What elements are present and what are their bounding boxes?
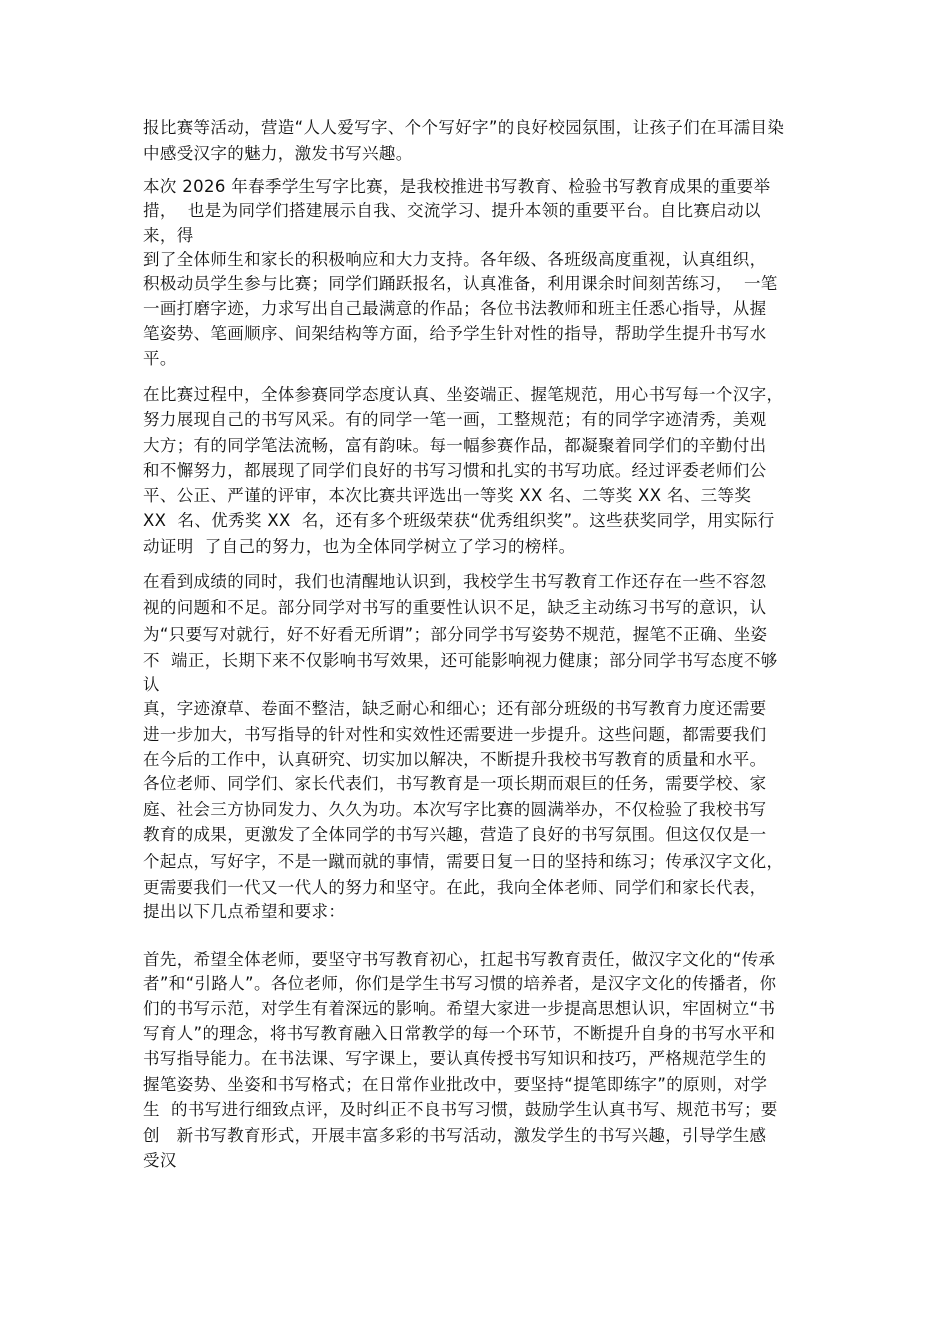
text-line: 在今后的工作中，认真研究、切实加以解决，不断提升我校书写教育的质量和水平。 (143, 750, 767, 769)
text-line: 受汉 (143, 1151, 177, 1170)
text-line: 和不懈努力，都展现了同学们良好的书写习惯和扎实的书写功底。经过评委老师们公 (143, 461, 767, 480)
text-line: 教育的成果，更激发了全体同学的书写兴趣，营造了良好的书写氛围。但这仅仅是一 (143, 825, 767, 844)
text-line: 本次 2026 年春季学生写字比赛，是我校推进书写教育、检验书写教育成果的重要举 (143, 177, 771, 196)
text-line: 大方；有的同学笔法流畅，富有韵味。每一幅参赛作品，都凝聚着同学们的辛勤付出 (143, 436, 767, 455)
text-line: 来，得 (143, 226, 194, 245)
text-line: 平、公正、严谨的评审，本次比赛共评选出一等奖 XX 名、二等奖 XX 名、三等奖 (143, 486, 752, 505)
text-line: 一画打磨字迹，力求写出自己最满意的作品；各位书法教师和班主任悉心指导，从握 (143, 299, 767, 318)
text-line: XX 名、优秀奖 XX 名，还有多个班级荣获“优秀组织奖”。这些获奖同学，用实际行 (143, 511, 775, 530)
text-line: 措， 也是为同学们搭建展示自我、交流学习、提升本领的重要平台。自比赛启动以 (143, 201, 761, 220)
text-line: 笔姿势、笔画顺序、间架结构等方面，给予学生针对性的指导，帮助学生提升书写水 (143, 324, 767, 343)
text-line: 生 的书写进行细致点评，及时纠正不良书写习惯，鼓励学生认真书写、规范书写；要 (143, 1100, 778, 1119)
text-line: 各位老师、同学们、家长代表们，书写教育是一项长期而艰巨的任务，需要学校、家 (143, 774, 767, 793)
text-line: 创 新书写教育形式，开展丰富多彩的书写活动，激发学生的书写兴趣，引导学生感 (143, 1126, 767, 1145)
text-line: 到了全体师生和家长的积极响应和大力支持。各年级、各班级高度重视，认真组织， (143, 250, 767, 269)
text-line: 不 端正，长期下来不仅影响书写效果，还可能影响视力健康；部分同学书写态度不够 (143, 651, 778, 670)
text-line: 认 (143, 675, 160, 694)
text-line: 庭、社会三方协同发力、久久为功。本次写字比赛的圆满举办，不仅检验了我校书写 (143, 800, 767, 819)
text-line: 真，字迹潦草、卷面不整洁，缺乏耐心和细心；还有部分班级的书写教育力度还需要 (143, 699, 767, 718)
text-line: 首先，希望全体老师，要坚守书写教育初心，扛起书写教育责任，做汉字文化的“传承 (143, 950, 776, 969)
text-line: 报比赛等活动，营造“人人爱写字、个个写好字”的良好校园氛围，让孩子们在耳濡目染 (143, 118, 785, 137)
text-line: 者”和“引路人”。各位老师，你们是学生书写习惯的培养者，是汉字文化的传播者，你 (143, 974, 777, 993)
text-line: 更需要我们一代又一代人的努力和坚守。在此，我向全体老师、同学们和家长代表， (143, 878, 767, 897)
text-line: 握笔姿势、坐姿和书写格式；在日常作业批改中，要坚持“提笔即练字”的原则，对学 (143, 1075, 768, 1094)
text-line: 个起点，写好字，不是一蹴而就的事情，需要日复一日的坚持和练习；传承汉字文化， (143, 852, 784, 871)
text-line: 积极动员学生参与比赛；同学们踊跃报名，认真准备，利用课余时间刻苦练习， 一笔 (143, 274, 778, 293)
text-line: 动证明 了自己的努力，也为全体同学树立了学习的榜样。 (143, 537, 576, 556)
text-line: 努力展现自己的书写风采。有的同学一笔一画，工整规范；有的同学字迹清秀，美观 (143, 410, 767, 429)
text-line: 中感受汉字的魅力，激发书写兴趣。 (143, 144, 413, 163)
text-line: 们的书写示范，对学生有着深远的影响。希望大家进一步提高思想认识，牢固树立“书 (143, 999, 776, 1018)
text-line: 提出以下几点希望和要求： (143, 902, 346, 921)
text-line: 写育人”的理念，将书写教育融入日常教学的每一个环节，不断提升自身的书写水平和 (143, 1024, 776, 1043)
text-line: 进一步加大，书写指导的针对性和实效性还需要进一步提升。这些问题，都需要我们 (143, 725, 767, 744)
text-line: 书写指导能力。在书法课、写字课上，要认真传授书写知识和技巧，严格规范学生的 (143, 1049, 767, 1068)
text-line: 在看到成绩的同时，我们也清醒地认识到，我校学生书写教育工作还存在一些不容忽 (143, 572, 767, 591)
text-line: 平。 (143, 349, 177, 368)
text-line: 视的问题和不足。部分同学对书写的重要性认识不足，缺乏主动练习书写的意识，认 (143, 598, 767, 617)
text-line: 在比赛过程中，全体参赛同学态度认真、坐姿端正、握笔规范，用心书写每一个汉字， (143, 385, 784, 404)
text-line: 为“只要写对就行，好不好看无所谓”；部分同学书写姿势不规范，握笔不正确、坐姿 (143, 625, 768, 644)
